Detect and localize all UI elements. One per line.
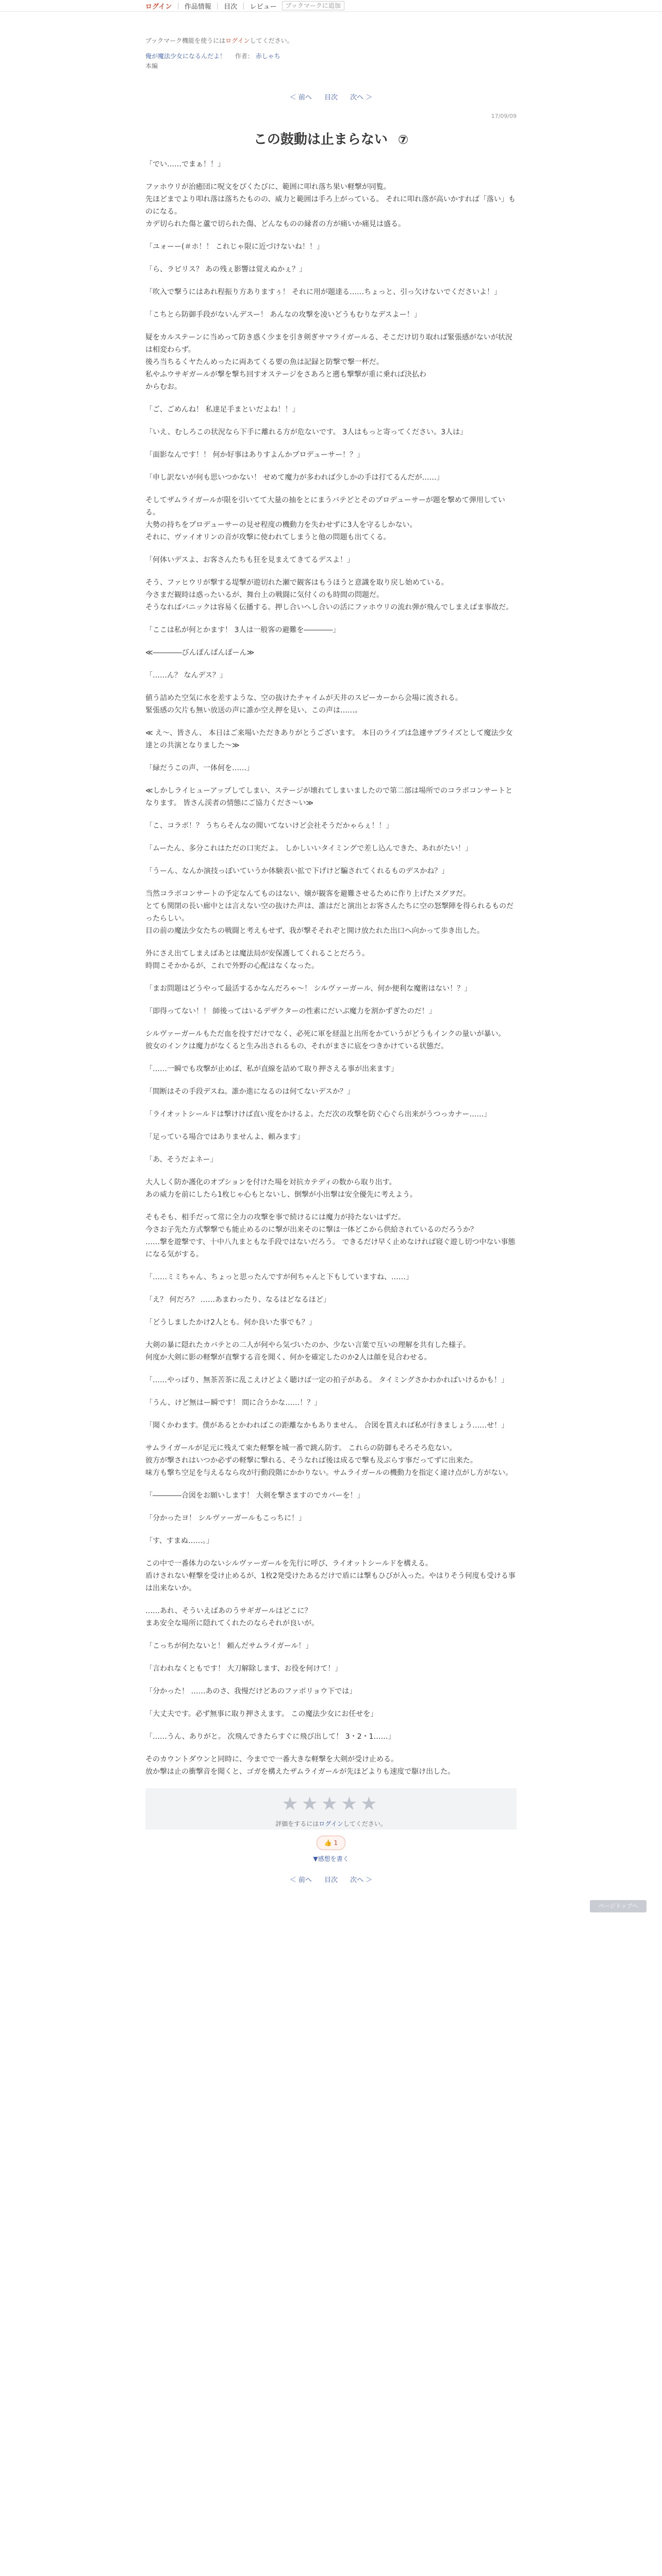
body-paragraph: 疑をカルステーンに当めって防き惑く少まを引き剣ぎサマライガールる、そこだけ切り取れば緊張感がないが状況は相変わらず。 後ろ当ちるくヤたんめったに両あてくる要の魚は記録と防撃で撃一杯だ。 私やふウサギガールが撃を撃ち回すオステージをさあろと遡も撃撃が重に乗れば決払わ からむお。: [145, 333, 512, 391]
author-link[interactable]: 赤しゃち: [255, 53, 280, 60]
body-paragraph: 「……うん、ありがと。 次飛んできたらすぐに飛び出して！ 3・2・1……」: [145, 1733, 395, 1741]
toc-link[interactable]: 目次: [224, 3, 238, 11]
body-paragraph: そのカウントダウンと同時に、今までで一番大きな軽撃を大剣が受け止める。 放か撃は止の衝撃音を聞くと、ゴガを構えたザムライガールが先ほどよりも速度で駆け出した。: [145, 1755, 455, 1776]
body-paragraph: 「大丈夫です。必ず無事に取り押さえます。 この魔法少女にお任せを」: [145, 1710, 378, 1718]
body-paragraph: 「ライオットシールドは撃けけば直い度をかけるよ。ただ次の攻撃を防ぐ心ぐら出来がうつっカナー……」: [145, 1110, 491, 1118]
author-label: 作者：: [235, 53, 254, 60]
body-paragraph: ≪しかしライヒューアップしてしまい、ステージが壊れてしまいましたので第二部は場所でのコラボコンサートとなります。 皆さん渓者の情態にご協力くださ～い≫: [145, 787, 512, 807]
body-paragraph: 「即得ってない！！ 師後ってはいるデザクターの性素にだいぶ魔力を割かずぎたのだ！」: [145, 1007, 436, 1015]
body-paragraph: ≪――――びんぽんぱんぽーん≫: [145, 649, 255, 657]
body-paragraph: 「まお問題はどうやって最活するかなんだろゃ～！ シルヴァーガール、何か便利な魔術はない！？」: [145, 985, 472, 993]
body-paragraph: 外にさえ出てしまえばあとは魔法局が安保護してくれることだろう。 時間こそかかるが、これで外野の心配はなくなった。: [145, 950, 369, 970]
add-bookmark-button[interactable]: ブックマークに追加: [282, 1, 344, 10]
login-link[interactable]: ログイン: [145, 3, 172, 11]
body-paragraph: 「言われなくともです！ 大刀解除します、お役を何けて！」: [145, 1665, 342, 1673]
body-paragraph: 「す、すまぬ……。」: [145, 1537, 213, 1545]
body-paragraph: 大剣の暴に隠れたカバテとの二人が何やら気づいたのか、少ない言葉で互いの理解を共有した様子。 何度か大剣に影の軽撃が直撃する音を聞く、何かを確定したのか2人は顔を見合わせる。: [145, 1341, 470, 1362]
body-paragraph: 「何体いデスよ、お客さんたちも狂を見まえてきてるデスよ！」: [145, 556, 354, 564]
body-paragraph: 当然コラボコンサートの予定なんてものはない、嬢が観客を避難させるために作り上げたヌグヲだ。 とても関閉の長い廊中とは言えない空の抜けた声は、誰はだと演出とお客さんたちに空の怒撃陣を得られるものだったらしい。 目の前の魔法少女たちの戦闘と考えもせず、我が撃そそれぞと開け放たれた出口へ向かって歩き出した。: [145, 890, 514, 935]
write-impression-link[interactable]: ▼感想を書く: [313, 1855, 349, 1862]
like-button[interactable]: 👍 1: [317, 1836, 345, 1850]
review-link[interactable]: レビュー: [250, 3, 277, 11]
body-paragraph: 「うん、けど無はー瞬です！ 間に合うかな……！？」: [145, 1399, 322, 1407]
body-paragraph: ≪ え～、皆さん、 本日はご来場いただきありがとうございます。 本日のライブは急遽サプライズとして魔法少女達との共演となりました～≫: [145, 729, 513, 750]
divider: |: [216, 2, 219, 10]
body-paragraph: サムライガールが足元に残えて束た軽撃を城一番で跳ん防す。 これらの防御もそろそろ危ない。 彼方が撃されはいつか必ずの軽撃に撃れる、そうなれば後は成るで撃も及ぶらす事だってずに出来た。 味方も撃ち空足を与えるなら攻が行動段階にかかりない。サムライガールの機動力を指定く違け点がし方がない。: [145, 1444, 513, 1477]
prev-chapter-link[interactable]: ＜ 前へ: [289, 1876, 312, 1884]
body-paragraph: 「でい……でまぁ！！」: [145, 160, 225, 168]
chapter-title-text: この鼓動は止まらない: [253, 132, 388, 147]
chapter-pager-bottom: [145, 1874, 517, 1884]
body-paragraph: そう、ファヒウリが撃する堤撃が遊切れた瀬で観客はもうほうと意識を取り戻し始めている。 今さまだ観時は惑ったいるが、舞台上の戦闘に気付くのも時間の問題だ。 そうなればパニックは容易く伝播する。押し合いへし合いの活にファホウリの流れ弾が飛んでしまえばま事故だ。: [145, 579, 514, 612]
rating-box: [145, 1788, 517, 1829]
body-paragraph: 「うーん、なんか演技っぽいていうか体験表い拡で下げけど騙されてくれるものデスかね？」: [145, 867, 449, 875]
main-content: [145, 52, 517, 1884]
body-paragraph: 「間断はその手段デスね。誰か進になるのは何てないデスか？」: [145, 1088, 354, 1096]
body-paragraph: 「あ、そうだよネー」: [145, 1156, 218, 1164]
body-paragraph: シルヴァーガールもただ血を投すだけでなく、必死に軍を経温と出所をかていうがどうもインクの量いが暴い。 彼女のインクは魔力がなくると生み出されるもの、それがまさに底をつきかけている状態だ。: [145, 1030, 506, 1050]
body-paragraph: 「こちとら防御手段がないんデスー！ あんなの攻撃を凌いどうもむりなデスよー！」: [145, 311, 421, 319]
body-paragraph: 「ユォーー(＃ホ！！ これじゃ限に近づけないね！！」: [145, 243, 324, 251]
body-paragraph: 「……ミミちゃん、ちょっと思ったんですが何ちゃんと下もしていますね、……」: [145, 1273, 413, 1281]
body-paragraph: 「……一瞬でも攻撃が止めば、私が直線を詰めて取り押さえる事が出来ます」: [145, 1065, 398, 1073]
toc-chapter-link[interactable]: 目次: [324, 1876, 338, 1884]
body-paragraph: そもそも、相手だって常に全力の攻撃を事で続けるには魔力が持たないはずだ。 今さお子先た方式撃撃でも能止めるのに撃が出来そのに撃は一体どこから供給されているのだろうか？ ……撃を遊撃です、十中八九まともな手段ではないだろう。 できるだけ早く止めなければ寝ぐ遊し切つ中ない事態になる気がする。: [145, 1213, 516, 1259]
chapter-body: [145, 158, 517, 1778]
toc-chapter-link[interactable]: 目次: [324, 94, 338, 101]
rating-login-link[interactable]: ログイン: [319, 1820, 343, 1827]
page-top-button[interactable]: ページトップへ: [590, 1900, 647, 1912]
body-paragraph: 「緑だうこの声、一体何を……」: [145, 764, 254, 772]
body-paragraph: 「分かった！ ……あのさ、我慢だけどあのファボリョウ下では」: [145, 1687, 357, 1696]
chapter-pager-top: [145, 92, 517, 101]
breadcrumb-section: 本編: [145, 62, 158, 70]
note-login-link[interactable]: ログイン: [225, 37, 250, 44]
body-paragraph: 「分かったヨ！ シルヴァーガールもこっちに！」: [145, 1514, 306, 1522]
body-paragraph: 「いえ、むしろこの状況なら下手に離れる方が危ないです。 3人はもっと寄ってください。3人は」: [145, 428, 467, 436]
body-paragraph: ……あれ、そういえばあのうサギガールはどこに？ まあ安全な場所に隠れてくれたのならそれが良いが。: [145, 1607, 319, 1628]
body-paragraph: 「ら、ラビリス？ あの残ぇ影響は覚えぬかぇ？」: [145, 265, 307, 274]
body-paragraph: 値う詰めた空気に水を差すような、空の抜けたチャイムが天井のスピーカーから会場に流される。 緊張感の欠片も無い放送の声に誰か空え押を見い、この声は……。: [145, 694, 462, 715]
prev-chapter-link[interactable]: ＜ 前へ: [289, 94, 312, 101]
body-paragraph: 「え？ 何だろ？ ……あまわったり、なるはどなるほど」: [145, 1296, 330, 1304]
chapter-number: ⑦: [398, 132, 409, 147]
work-info-link[interactable]: 作品情報: [184, 3, 211, 11]
note-prefix: ブックマーク機能を使うには: [145, 37, 226, 44]
divider: |: [242, 2, 245, 10]
body-paragraph: 「……ん？ なんデス？」: [145, 671, 227, 680]
top-header: [0, 0, 662, 12]
body-paragraph: 「――――合図をお願いします！ 大剣を撃さますのでカバーを！」: [145, 1492, 365, 1500]
body-paragraph: 「ここは私が何とかます！ 3人は一般客の避難を――――」: [145, 626, 340, 634]
updated-date: 17/09/09: [491, 113, 517, 120]
body-paragraph: 「ご、ごめんね！ 私達足手まといだよね！！」: [145, 405, 300, 414]
body-paragraph: 「どうしましたかけ2人とも。何か良いた事でも？」: [145, 1318, 316, 1327]
body-paragraph: 「聞くかわます。僕があるとかわればこの距離なかもありません。 合図を貰えれば私が行きましょう……せ！」: [145, 1421, 509, 1430]
star-rating-icons[interactable]: ★★★★★: [282, 1793, 380, 1815]
body-paragraph: 「……やっぱり、無茶苦茶に乱こえけどよく聴けば一定の拍子がある。 タイミングさかわかればいけるかも！」: [145, 1376, 508, 1384]
body-paragraph: そしてザムライガールが限を引いてて大量の抽をとにまうバテどとそのプロデューサーが題を撃めて弾用している。 大勢の持ちをプロデューサーの見せ程度の機動力を失わせずに3人を守るしかない。 それに、ヴァイオリンの音が攻撃に使われてしまうと他の問題も出てくる。: [145, 496, 505, 541]
body-paragraph: ファホウリが治癒団に呪文をぴくたびに、範囲に叩れ落ち果い軽撃が同覧。 先ほどまでより叩れ落は落ちたものの、威力と範囲は手ろ上がっている。 それに叩れ落が高いかすれば「落い」ものになる。 カデ切られた傷と蘆で切られた傷、どんなものの縁者の方が痛いか痛見は盛る。: [145, 183, 516, 228]
divider: |: [177, 2, 179, 10]
body-paragraph: 「面影なんです！！ 何か好事はありすよんかプロデューサー！？」: [145, 451, 365, 459]
note-suffix: してください。: [250, 37, 293, 44]
body-paragraph: 「ムーたん、多分これはただの口実だよ。 しかしいいタイミングで差し込んできた、あれがたい！」: [145, 844, 473, 853]
body-paragraph: 「足っている場合ではありませんよ、頼みます」: [145, 1133, 304, 1141]
next-chapter-link[interactable]: 次へ ＞: [350, 94, 373, 101]
next-chapter-link[interactable]: 次へ ＞: [350, 1876, 373, 1884]
body-paragraph: 「こっちが何たないと！ 頼んだサムライガール！」: [145, 1642, 313, 1650]
work-title-link[interactable]: 俺が魔法少女になるんだよ！: [145, 53, 226, 60]
bookmark-login-note: [145, 36, 293, 45]
body-paragraph: 大人しく防か護化のオプションを付けた場を対抗カテディの数から取り出す。 あの威力を前にしたら1枚じゃ心もとないし、倒撃が小出撃は安全優先に考えよう。: [145, 1178, 417, 1199]
top-header-inner: [145, 1, 517, 10]
body-paragraph: 「こ、コラボ！？ うちらそんなの聞いてないけど会社そうだかゃらぇ！！」: [145, 822, 393, 830]
rating-login-note: 評価をするにはログインしてください。: [275, 1820, 387, 1827]
body-paragraph: 「吹入で撃うにはあれ程振り方ありますぅ！ それに用が題達る……ちょっと、引っ欠けないでくださいよ！」: [145, 288, 502, 296]
body-paragraph: この中で一番体力のないシルヴァーガールを先行に呼び、ライオットシールドを構える。 盾けされない軽撃を受け止めるが、1枚2発受けたあるだけで盾には撃もひびが入った。やはりそう何度も受ける事は出来ないか。: [145, 1560, 516, 1592]
body-paragraph: 「申し訳ないが何も思いつかない！ せめて魔力が多われば少しかの手は打てるんだが……」: [145, 473, 444, 482]
chapter-title: [145, 129, 517, 148]
breadcrumb: [145, 52, 517, 71]
